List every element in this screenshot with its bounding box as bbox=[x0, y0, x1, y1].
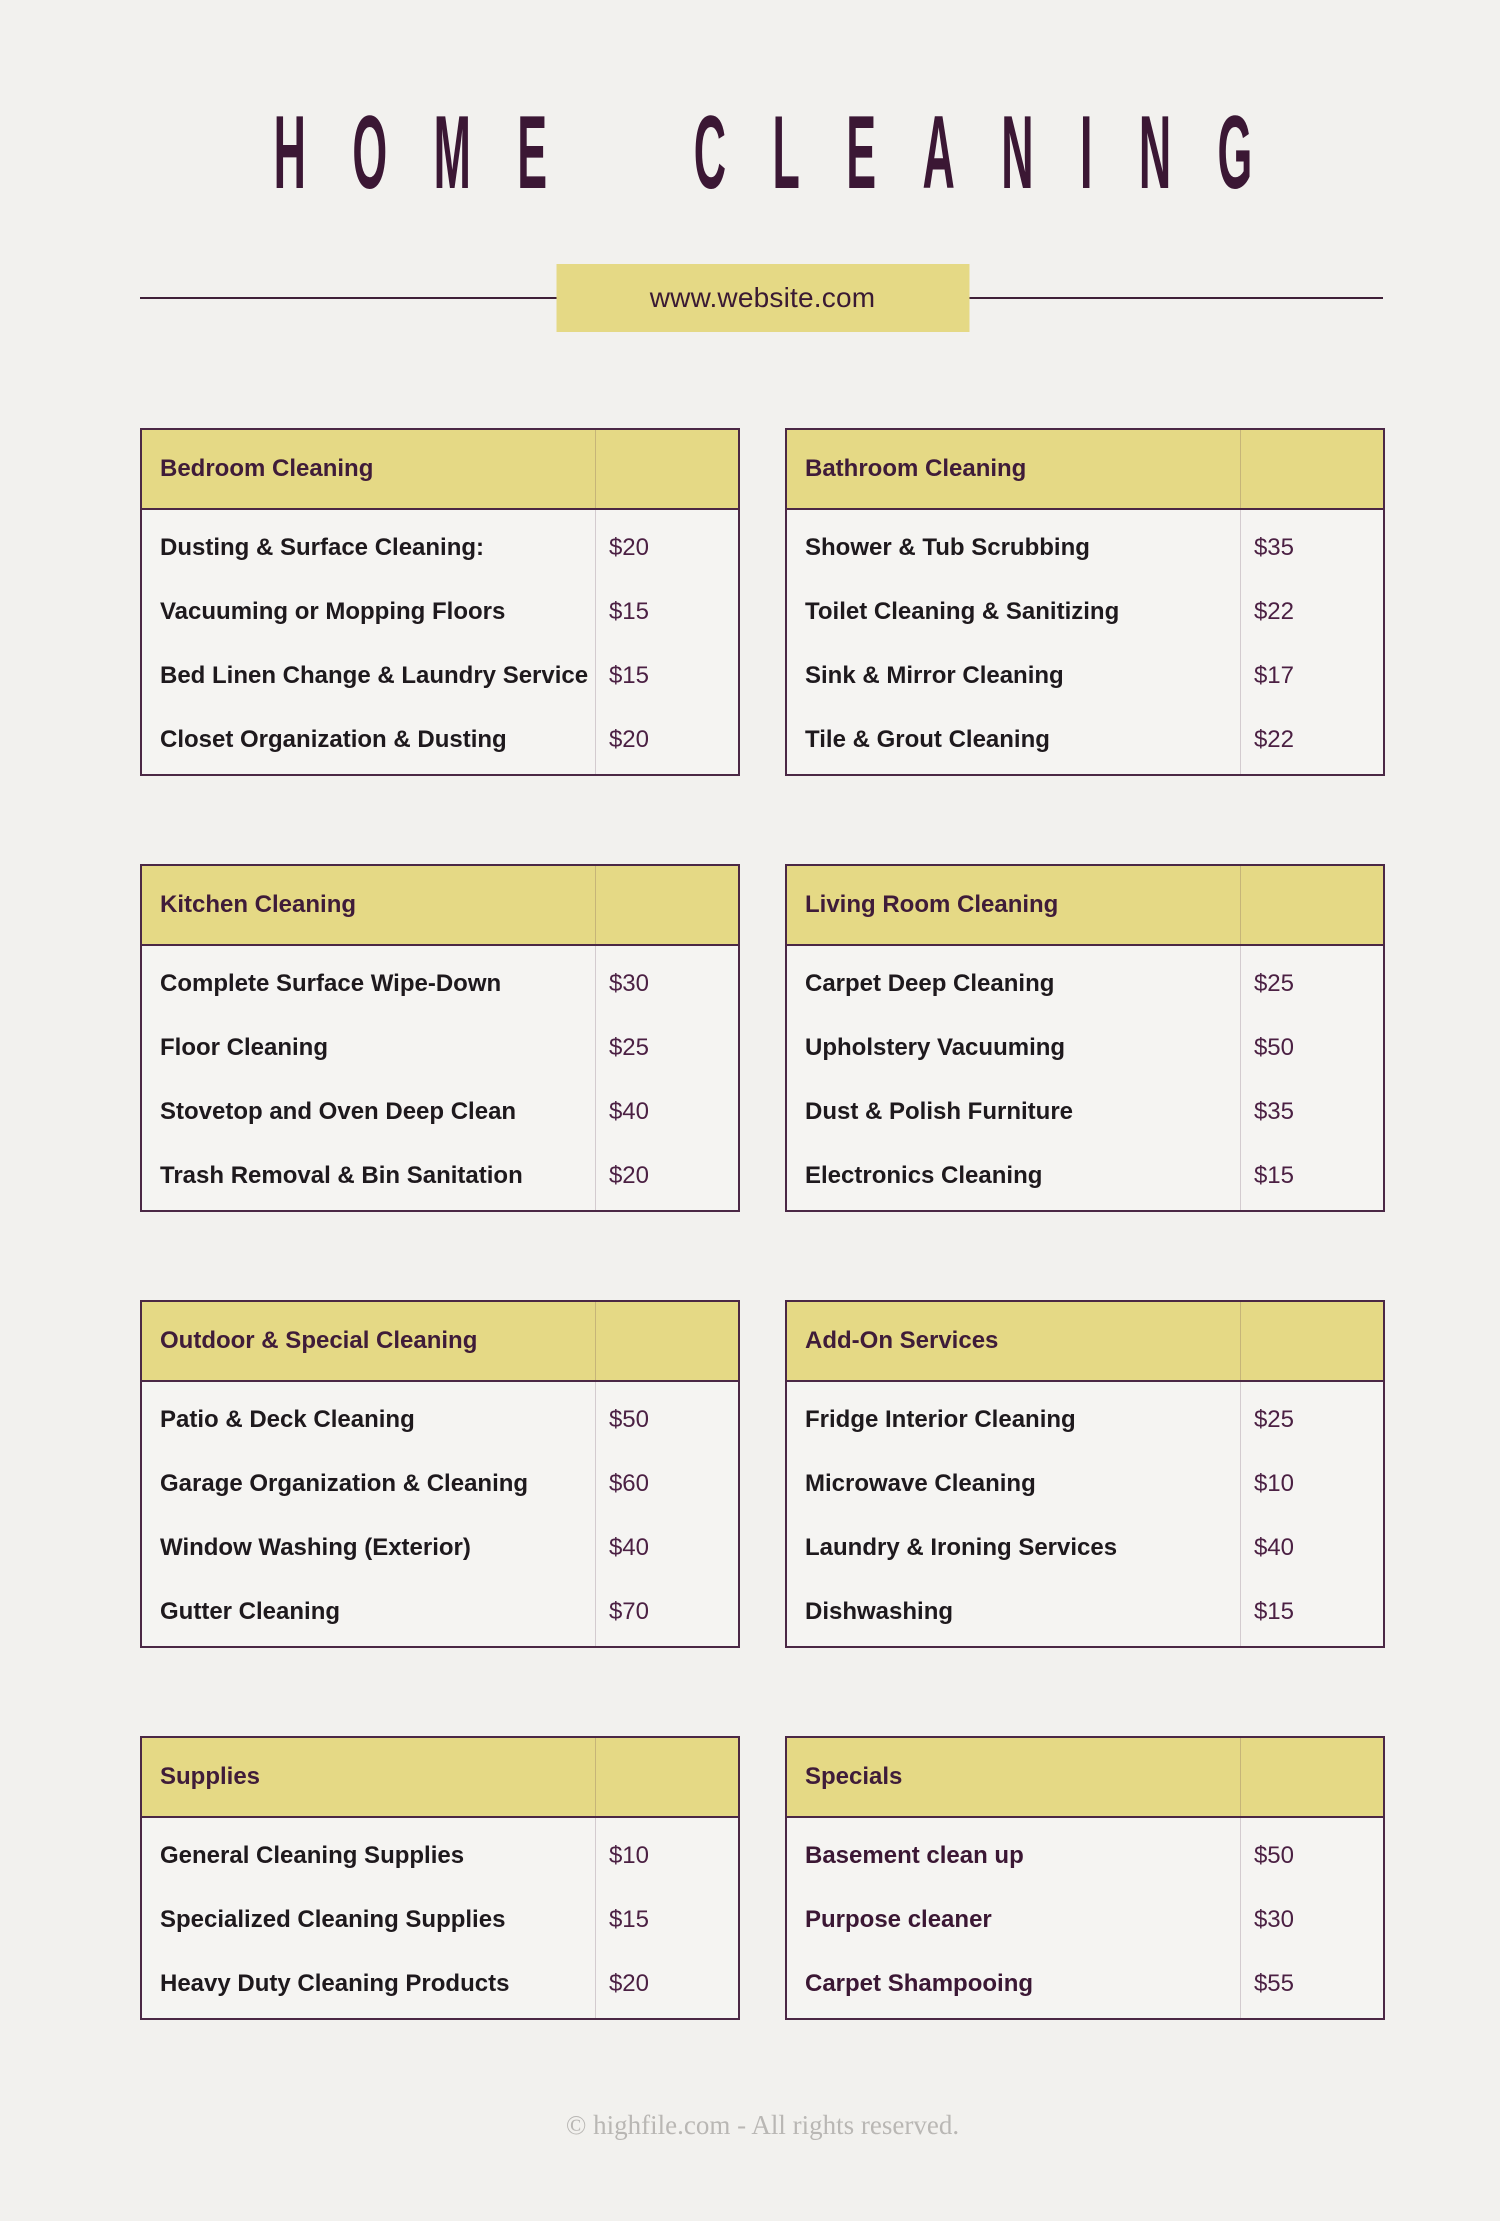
service-price: $22 bbox=[1253, 726, 1294, 753]
service-price: $50 bbox=[608, 1406, 649, 1433]
service-name: Gutter Cleaning bbox=[160, 1598, 341, 1625]
service-name: Upholstery Vacuuming bbox=[805, 1034, 1066, 1061]
service-price: $20 bbox=[608, 1162, 649, 1189]
section-supplies bbox=[140, 1736, 740, 2020]
section-bedroom-cleaning bbox=[140, 428, 740, 776]
price-row bbox=[142, 1516, 738, 1580]
service-price: $50 bbox=[1253, 1034, 1294, 1061]
column-divider bbox=[595, 1738, 596, 2018]
service-price: $40 bbox=[608, 1098, 649, 1125]
website-banner bbox=[556, 264, 969, 332]
price-row bbox=[787, 1452, 1383, 1516]
service-price: $40 bbox=[1253, 1534, 1294, 1561]
service-name: Carpet Shampooing bbox=[805, 1970, 1034, 1997]
service-name: Heavy Duty Cleaning Products bbox=[160, 1970, 510, 1997]
column-divider bbox=[595, 430, 596, 774]
service-name: Fridge Interior Cleaning bbox=[805, 1406, 1076, 1433]
section-body bbox=[787, 510, 1383, 774]
service-name: Dusting & Surface Cleaning: bbox=[160, 534, 485, 561]
section-kitchen-cleaning bbox=[140, 864, 740, 1212]
service-name: Patio & Deck Cleaning bbox=[160, 1406, 415, 1433]
price-row bbox=[787, 952, 1383, 1016]
service-name: Complete Surface Wipe-Down bbox=[160, 970, 502, 997]
column-divider bbox=[595, 866, 596, 1210]
website-banner-region bbox=[140, 264, 1385, 332]
price-row bbox=[142, 1080, 738, 1144]
service-price: $25 bbox=[1253, 1406, 1294, 1433]
section-specials bbox=[785, 1736, 1385, 2020]
service-price: $30 bbox=[1253, 1906, 1294, 1933]
price-row bbox=[787, 1516, 1383, 1580]
website-url: www.website.com bbox=[649, 282, 876, 313]
service-name: Dishwashing bbox=[805, 1598, 954, 1625]
section-header bbox=[142, 430, 738, 510]
price-row bbox=[787, 1388, 1383, 1452]
section-header bbox=[787, 1302, 1383, 1382]
service-name: Carpet Deep Cleaning bbox=[805, 970, 1055, 997]
service-price: $25 bbox=[608, 1034, 649, 1061]
price-row bbox=[142, 580, 738, 644]
service-price: $35 bbox=[1253, 1098, 1294, 1125]
service-price: $20 bbox=[608, 1970, 649, 1997]
service-price: $25 bbox=[1253, 970, 1294, 997]
section-body bbox=[787, 1382, 1383, 1646]
service-price: $15 bbox=[608, 1906, 649, 1933]
column-divider bbox=[1240, 1302, 1241, 1646]
service-price: $10 bbox=[608, 1842, 649, 1869]
section-body bbox=[142, 1382, 738, 1646]
section-living-room-cleaning bbox=[785, 864, 1385, 1212]
price-row bbox=[787, 1824, 1383, 1888]
service-price: $15 bbox=[1253, 1162, 1294, 1189]
service-price: $70 bbox=[608, 1598, 649, 1625]
service-name: Basement clean up bbox=[805, 1842, 1024, 1869]
service-price: $15 bbox=[608, 598, 649, 625]
price-row bbox=[142, 644, 738, 708]
service-name: Shower & Tub Scrubbing bbox=[805, 534, 1090, 561]
service-name: Bed Linen Change & Laundry Service bbox=[160, 662, 589, 689]
section-title: Kitchen Cleaning bbox=[160, 891, 357, 918]
section-outdoor-special-cleaning bbox=[140, 1300, 740, 1648]
section-bathroom-cleaning bbox=[785, 428, 1385, 776]
price-row bbox=[142, 1580, 738, 1644]
price-row bbox=[142, 1016, 738, 1080]
sections-grid bbox=[140, 428, 1385, 2020]
service-name: Stovetop and Oven Deep Clean bbox=[160, 1098, 517, 1125]
service-name: Trash Removal & Bin Sanitation bbox=[160, 1162, 523, 1189]
service-price: $30 bbox=[608, 970, 649, 997]
section-body bbox=[142, 510, 738, 774]
page-title: HOME CLEANING bbox=[273, 95, 1299, 211]
service-price: $15 bbox=[608, 662, 649, 689]
service-price: $40 bbox=[608, 1534, 649, 1561]
price-row bbox=[787, 1080, 1383, 1144]
service-price: $50 bbox=[1253, 1842, 1294, 1869]
price-row bbox=[787, 1144, 1383, 1208]
section-header bbox=[142, 866, 738, 946]
service-name: Vacuuming or Mopping Floors bbox=[160, 598, 506, 625]
service-name: Toilet Cleaning & Sanitizing bbox=[805, 598, 1120, 625]
service-name: Tile & Grout Cleaning bbox=[805, 726, 1050, 753]
service-price: $17 bbox=[1253, 662, 1294, 689]
price-row bbox=[142, 1952, 738, 2016]
section-title: Specials bbox=[805, 1763, 903, 1790]
section-body bbox=[142, 1818, 738, 2018]
price-row bbox=[142, 1388, 738, 1452]
service-name: Laundry & Ironing Services bbox=[805, 1534, 1118, 1561]
price-row bbox=[787, 1016, 1383, 1080]
service-name: Purpose cleaner bbox=[805, 1906, 992, 1933]
price-row bbox=[142, 1824, 738, 1888]
price-row bbox=[142, 708, 738, 772]
price-row bbox=[787, 1580, 1383, 1644]
price-row bbox=[787, 708, 1383, 772]
service-price: $55 bbox=[1253, 1970, 1294, 1997]
column-divider bbox=[1240, 1738, 1241, 2018]
section-body bbox=[787, 946, 1383, 1210]
price-row bbox=[787, 644, 1383, 708]
section-header bbox=[787, 1738, 1383, 1818]
price-row bbox=[142, 952, 738, 1016]
price-row bbox=[142, 516, 738, 580]
price-row bbox=[787, 1888, 1383, 1952]
service-price: $22 bbox=[1253, 598, 1294, 625]
section-header bbox=[142, 1738, 738, 1818]
price-list-page bbox=[0, 95, 1500, 2141]
section-body bbox=[787, 1818, 1383, 2018]
section-header bbox=[787, 430, 1383, 510]
section-title: Supplies bbox=[160, 1763, 261, 1790]
service-price: $20 bbox=[608, 726, 649, 753]
copyright-footer: © highfile.com - All rights reserved. bbox=[565, 2110, 960, 2140]
service-name: Microwave Cleaning bbox=[805, 1470, 1036, 1497]
price-row bbox=[142, 1888, 738, 1952]
price-row bbox=[142, 1452, 738, 1516]
section-title: Bedroom Cleaning bbox=[160, 455, 374, 482]
service-name: Garage Organization & Cleaning bbox=[160, 1470, 529, 1497]
price-row bbox=[787, 516, 1383, 580]
section-header bbox=[787, 866, 1383, 946]
section-title: Outdoor & Special Cleaning bbox=[160, 1327, 478, 1354]
section-title: Living Room Cleaning bbox=[805, 891, 1059, 918]
section-title: Add-On Services bbox=[805, 1327, 999, 1354]
service-price: $15 bbox=[1253, 1598, 1294, 1625]
service-name: Closet Organization & Dusting bbox=[160, 726, 507, 753]
section-add-on-services bbox=[785, 1300, 1385, 1648]
service-name: Sink & Mirror Cleaning bbox=[805, 662, 1064, 689]
service-price: $60 bbox=[608, 1470, 649, 1497]
service-price: $20 bbox=[608, 534, 649, 561]
price-row bbox=[787, 580, 1383, 644]
section-body bbox=[142, 946, 738, 1210]
service-price: $35 bbox=[1253, 534, 1294, 561]
price-row bbox=[787, 1952, 1383, 2016]
service-name: Window Washing (Exterior) bbox=[160, 1534, 471, 1561]
column-divider bbox=[1240, 866, 1241, 1210]
service-name: Specialized Cleaning Supplies bbox=[160, 1906, 506, 1933]
service-price: $10 bbox=[1253, 1470, 1294, 1497]
service-name: Floor Cleaning bbox=[160, 1034, 328, 1061]
column-divider bbox=[1240, 430, 1241, 774]
price-row bbox=[142, 1144, 738, 1208]
section-header bbox=[142, 1302, 738, 1382]
column-divider bbox=[595, 1302, 596, 1646]
service-name: Electronics Cleaning bbox=[805, 1162, 1043, 1189]
section-title: Bathroom Cleaning bbox=[805, 455, 1027, 482]
service-name: General Cleaning Supplies bbox=[160, 1842, 465, 1869]
service-name: Dust & Polish Furniture bbox=[805, 1098, 1074, 1125]
page-title-wrap bbox=[140, 95, 1385, 211]
